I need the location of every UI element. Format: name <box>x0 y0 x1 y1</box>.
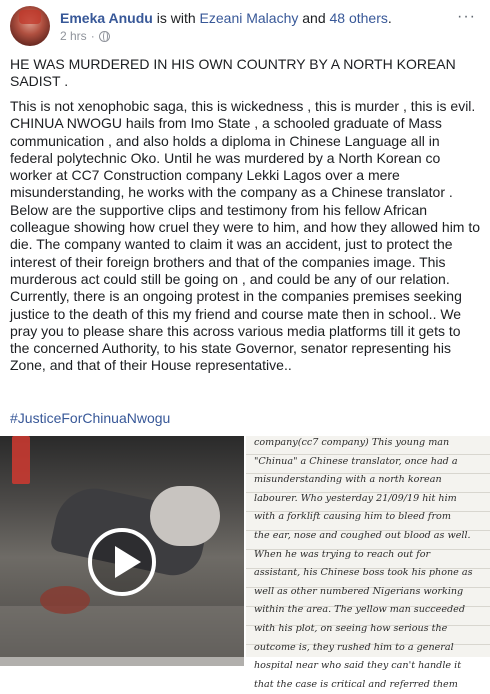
tagged-friend-link[interactable]: Ezeani Malachy <box>199 10 299 26</box>
video-thumbnail[interactable] <box>0 436 244 657</box>
video-scene-lamp <box>12 436 30 484</box>
post-body: This is not xenophobic saga, this is wickedness , this is murder , this is evil. CHINUA NWOGU hails from Imo State , a schooled graduate of Mass communication , and also holds a diploma in Chinese Language all in federal polytechnic Oko. Until he was murdered by a North Korean co worker at CC7 Construction company Lekki Lagos over a mere misunderstanding, he works with the company as a Chinese translator . Below are the supportive clips and testimony from his fellow African colleague showing how cruel they were to him, and how they allowed him to die. The company wanted to claim it was an accident, just to protect the interest of their foreign brothers and that of the companies image. This murderous act could still be going on , and could be any of our relation. Currently, there is an ongoing protest in the companies premises seeking justice to the death of this my friend and course mate then in school.. We pray you to please share this across various media platforms till it gets to the concerned Authority, to his state Governor, senator representing his Zone, and that of their House representative.. <box>10 98 481 374</box>
author-avatar[interactable] <box>10 6 50 46</box>
handwritten-note-image[interactable] <box>246 436 490 690</box>
video-scene-stain <box>40 586 90 614</box>
post-meta <box>60 29 110 43</box>
more-options-icon[interactable]: ··· <box>457 8 476 25</box>
with-text: is with <box>152 10 200 26</box>
period-text: . <box>387 10 392 26</box>
and-text: and <box>298 10 330 26</box>
globe-icon[interactable] <box>99 31 110 42</box>
video-scene-cloth <box>150 486 220 546</box>
author-name-link[interactable]: Emeka Anudu <box>60 10 153 26</box>
video-scene-floor <box>0 606 244 666</box>
handwritten-note-text: company(cc7 company) This young man "Chinua" a Chinese translator, once had a misunderstanding with a north korean labourer. Who yesterday 21/09/19 hit him with a forklift causing him to bleed from the ear, nose and coughed out blood as well. When he was trying to reach out for assistant, his Chinese boss took his phone as well as other numbered Nigerians working within the area. The yellow man succeeded with his plot, on seeing how serious the outcome is, they rushed him to a general hospital near who said they can't handle it that the case is critical and referred them <box>254 437 473 690</box>
post-headline <box>60 10 392 26</box>
post-title: HE WAS MURDERED IN HIS OWN COUNTRY BY A NORTH KOREAN SADIST . <box>10 56 456 89</box>
media-grid <box>0 436 490 690</box>
post-header <box>0 0 490 48</box>
hashtag-link[interactable]: #JusticeForChinuaNwogu <box>10 410 171 426</box>
meta-separator: · <box>90 29 95 43</box>
play-icon[interactable] <box>88 528 156 596</box>
tagged-others-link[interactable]: 48 others <box>329 10 388 26</box>
post-timestamp[interactable]: 2 hrs <box>60 29 87 43</box>
